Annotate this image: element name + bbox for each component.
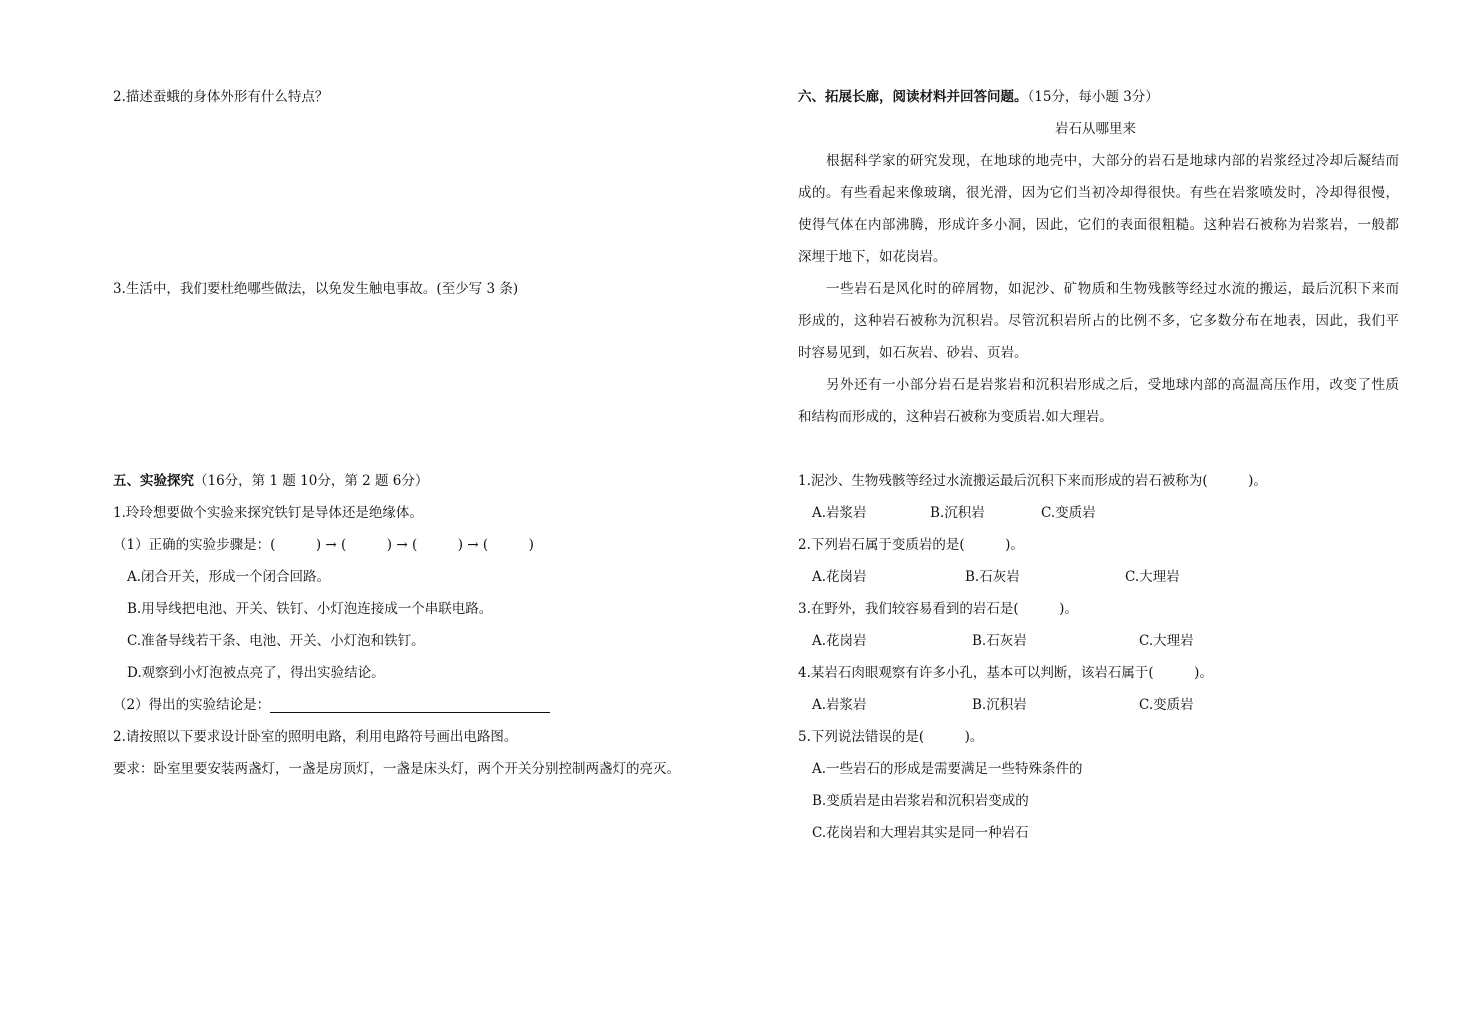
step-option-b: B.用导线把电池、开关、铁钉、小灯泡连接成一个串联电路。 — [127, 601, 493, 617]
section-5-score: （16分，第 1 题 10分，第 2 题 6分） — [194, 473, 429, 489]
option-a[interactable]: A.花岗岩 — [812, 569, 867, 585]
passage-title: 岩石从哪里来 — [1055, 121, 1136, 137]
section-6-heading — [798, 88, 1159, 106]
rock-question-5: 5.下列说法错误的是( )。 — [798, 729, 984, 745]
section-5-heading — [113, 472, 428, 490]
passage-p2-line-2: 形成的，这种岩石被称为沉积岩。尽管沉积岩所占的比例不多，它多数分布在地表，因此，我们平 — [798, 313, 1399, 329]
rock-question-2-options — [812, 568, 1412, 586]
passage-p2-line-3: 时容易见到，如石灰岩、砂岩、页岩。 — [798, 345, 1028, 361]
option-c[interactable]: C.变质岩 — [1139, 697, 1194, 713]
passage-p3-line-1: 另外还有一小部分岩石是岩浆岩和沉积岩形成之后，受地球内部的高温高压作用，改变了性质 — [826, 377, 1399, 393]
conclusion-answer-blank[interactable] — [270, 698, 550, 713]
section-5-question-1: 1.玲玲想要做个实验来探究铁钉是导体还是绝缘体。 — [113, 505, 423, 521]
option-a[interactable]: A.岩浆岩 — [812, 505, 867, 521]
section-5-question-1-conclusion — [113, 696, 550, 714]
option-a[interactable]: A.花岗岩 — [812, 633, 867, 649]
rock-question-5-option-c[interactable]: C.花岗岩和大理岩其实是同一种岩石 — [812, 825, 1029, 841]
rock-question-4-options — [812, 696, 1412, 714]
passage-p3-line-2: 和结构而形成的，这种岩石被称为变质岩.如大理岩。 — [798, 409, 1113, 425]
rock-question-4: 4.某岩石肉眼观察有许多小孔，基本可以判断，该岩石属于( )。 — [798, 665, 1213, 681]
passage-p2-line-1: 一些岩石是风化时的碎屑物，如泥沙、矿物质和生物残骸等经过水流的搬运，最后沉积下来而 — [826, 281, 1399, 297]
option-b[interactable]: B.石灰岩 — [972, 633, 1027, 649]
rock-question-1: 1.泥沙、生物残骸等经过水流搬运最后沉积下来而形成的岩石被称为( )。 — [798, 473, 1267, 489]
option-b[interactable]: B.沉积岩 — [972, 697, 1027, 713]
step-option-a: A.闭合开关，形成一个闭合回路。 — [127, 569, 331, 585]
passage-p1-line-4: 深埋于地下，如花岗岩。 — [798, 249, 947, 265]
rock-question-5-option-a[interactable]: A.一些岩石的形成是需要满足一些特殊条件的 — [812, 761, 1083, 777]
option-c[interactable]: C.大理岩 — [1139, 633, 1194, 649]
section-6-title: 六、拓展长廊，阅读材料并回答问题。 — [798, 89, 1028, 105]
step-option-d: D.观察到小灯泡被点亮了，得出实验结论。 — [127, 665, 385, 681]
section-5-requirement: 要求：卧室里要安装两盏灯，一盏是房顶灯，一盏是床头灯，两个开关分别控制两盏灯的亮灭。 — [113, 761, 680, 777]
rock-question-1-options — [812, 504, 1412, 522]
question-2-silk-moth: 2.描述蚕蛾的身体外形有什么特点？ — [113, 89, 329, 105]
question-3-electric-safety: 3.生活中，我们要杜绝哪些做法，以免发生触电事故。(至少写 3 条) — [113, 281, 519, 297]
option-c[interactable]: C.变质岩 — [1041, 505, 1096, 521]
section-5-question-2: 2.请按照以下要求设计卧室的照明电路，利用电路符号画出电路图。 — [113, 729, 518, 745]
option-b[interactable]: B.沉积岩 — [930, 505, 985, 521]
section-6-score: （15分，每小题 3分） — [1027, 89, 1159, 105]
passage-p1-line-2: 成的。有些看起来像玻璃，很光滑，因为它们当初冷却得很快。有些在岩浆喷发时，冷却得很慢， — [798, 185, 1399, 201]
passage-p1-line-1: 根据科学家的研究发现，在地球的地壳中，大部分的岩石是地球内部的岩浆经过冷却后凝结而 — [826, 153, 1399, 169]
section-5-title: 五、实验探究 — [113, 473, 194, 489]
passage-p1-line-3: 使得气体在内部沸腾，形成许多小洞，因此，它们的表面很粗糙。这种岩石被称为岩浆岩，一般都 — [798, 217, 1399, 233]
rock-question-3-options — [812, 632, 1412, 650]
rock-question-2: 2.下列岩石属于变质岩的是( )。 — [798, 537, 1024, 553]
rock-question-3: 3.在野外，我们较容易看到的岩石是( )。 — [798, 601, 1078, 617]
step-option-c: C.准备导线若干条、电池、开关、小灯泡和铁钉。 — [127, 633, 425, 649]
option-b[interactable]: B.石灰岩 — [965, 569, 1020, 585]
conclusion-label: （2）得出的实验结论是： — [113, 697, 271, 713]
option-c[interactable]: C.大理岩 — [1125, 569, 1180, 585]
option-a[interactable]: A.岩浆岩 — [812, 697, 867, 713]
rock-question-5-option-b[interactable]: B.变质岩是由岩浆岩和沉积岩变成的 — [812, 793, 1029, 809]
section-5-question-1-steps: （1）正确的实验步骤是：( ) → ( ) → ( ) → ( ) — [113, 537, 534, 553]
